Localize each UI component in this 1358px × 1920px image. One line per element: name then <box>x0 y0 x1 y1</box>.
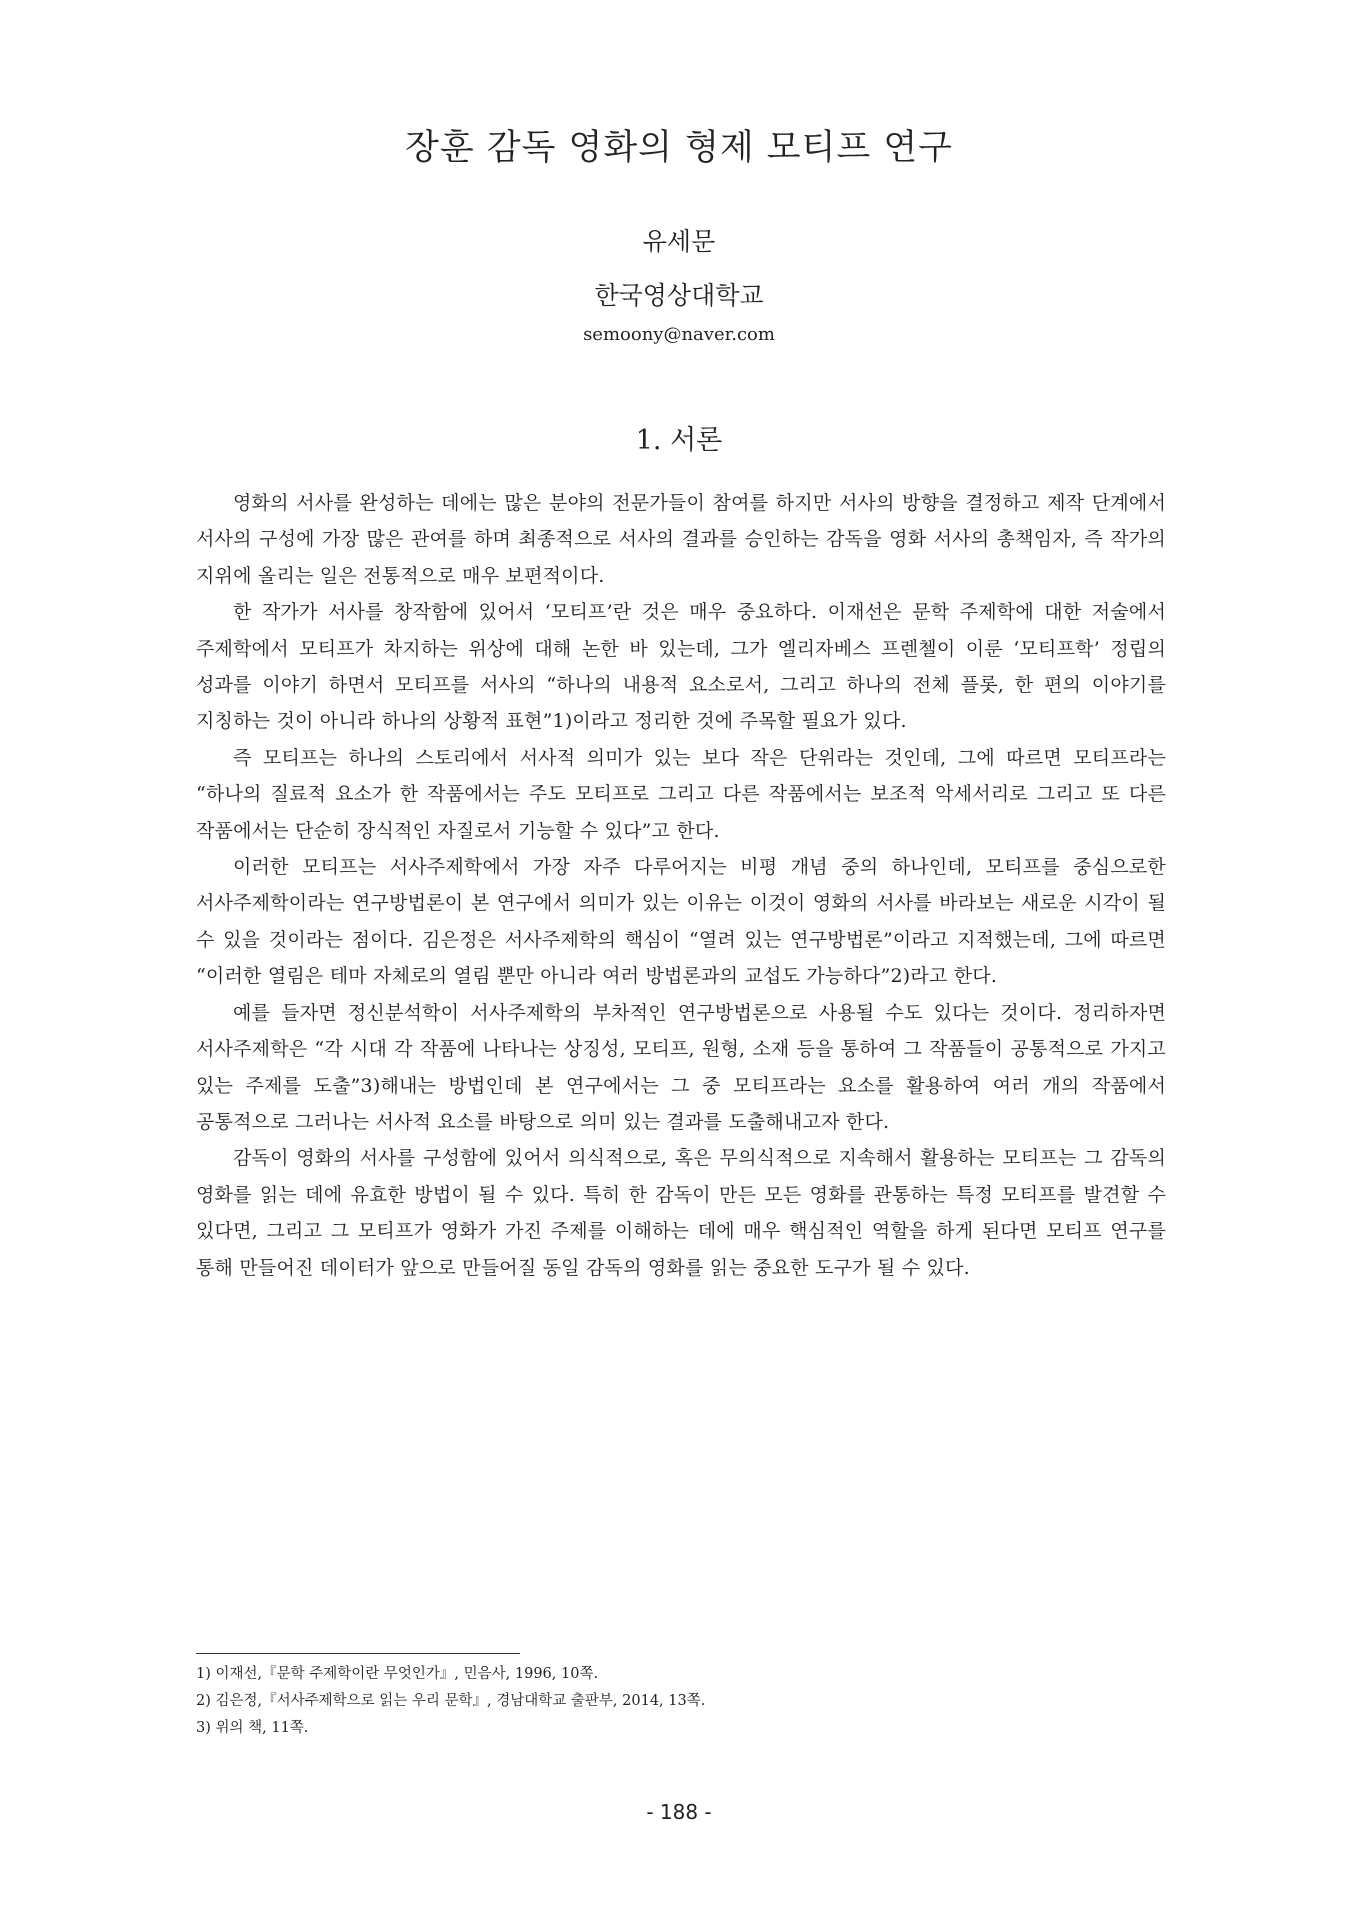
footnote-3: 3) 위의 책, 11쪽. <box>196 1720 309 1736</box>
author-affiliation: 한국영상대학교 <box>594 281 764 310</box>
paper-title: 장훈 감독 영화의 형제 모티프 연구 <box>405 128 953 168</box>
paragraph-2: 한 작가가 서사를 창작함에 있어서 ‘모티프’란 것은 매우 중요하다. 이재선은 문학 주제학에 대한 저술에서 주제학에서 모티프가 차지하는 위상에 대해 논한 바 있는데, 그가 엘리자베스 프렌첼이 이룬 ‘모티프학’ 정립의 성과를 이야기 하면서 모티프를 서사의 “하나의 내용적 요소로서, 그리고 하나의 전체 플롯, 한 편의 이야기를 지칭하는 것이 아니라 하나의 상황적 표현”1)이라고 정리한 것에 주목할 필요가 있다. <box>196 601 1166 733</box>
footnote-1: 1) 이재선,『문학 주제학이란 무엇인가』, 민음사, 1996, 10쪽. <box>196 1666 599 1682</box>
author-email: semoony@naver.com <box>583 324 775 345</box>
author-name: 유세문 <box>642 227 716 256</box>
footnotes <box>196 1661 1166 1742</box>
paragraph-3: 즉 모티프는 하나의 스토리에서 서사적 의미가 있는 보다 작은 단위라는 것인데, 그에 따르면 모티프라는 “하나의 질료적 요소가 한 작품에서는 주도 모티프로 그리고 다른 작품에서는 보조적 악세서리로 그리고 또 다른 작품에서는 단순히 장식적인 자질로서 기능할 수 있다”고 한다. <box>196 746 1166 842</box>
footnote-2: 2) 김은정,『서사주제학으로 읽는 우리 문학』, 경남대학교 출판부, 2014, 13쪽. <box>196 1693 706 1709</box>
page-number: - 188 - <box>646 1800 712 1824</box>
footnote-divider <box>196 1653 520 1654</box>
paragraph-4: 이러한 모티프는 서사주제학에서 가장 자주 다루어지는 비평 개념 중의 하나인데, 모티프를 중심으로한 서사주제학이라는 연구방법론이 본 연구에서 의미가 있는 이유는 이것이 영화의 서사를 바라보는 새로운 시각이 될 수 있을 것이라는 점이다. 김은정은 서사주제학의 핵심이 “열려 있는 연구방법론”이라고 지적했는데, 그에 따르면 “이러한 열림은 테마 자체로의 열림 뿐만 아니라 여러 방법론과의 교섭도 가능하다”2)라고 한다. <box>196 856 1166 988</box>
paragraph-1: 영화의 서사를 완성하는 데에는 많은 분야의 전문가들이 참여를 하지만 서사의 방향을 결정하고 제작 단계에서 서사의 구성에 가장 많은 관여를 하며 최종적으로 서사의 결과를 승인하는 감독을 영화 서사의 총책임자, 즉 작가의 지위에 올리는 일은 전통적으로 매우 보편적이다. <box>196 492 1166 587</box>
paragraph-6: 감독이 영화의 서사를 구성함에 있어서 의식적으로, 혹은 무의식적으로 지속해서 활용하는 모티프는 그 감독의 영화를 읽는 데에 유효한 방법이 될 수 있다. 특히 한 감독이 만든 모든 영화를 관통하는 특정 모티프를 발견할 수 있다면, 그리고 그 모티프가 영화가 가진 주제를 이해하는 데에 매우 핵심적인 역할을 하게 된다면 모티프 연구를 통해 만들어진 데이터가 앞으로 만들어질 동일 감독의 영화를 읽는 중요한 도구가 될 수 있다. <box>196 1147 1166 1279</box>
body-text <box>196 485 1166 1286</box>
paragraph-5: 예를 들자면 정신분석학이 서사주제학의 부차적인 연구방법론으로 사용될 수도 있다는 것이다. 정리하자면 서사주제학은 “각 시대 각 작품에 나타나는 상징성, 모티프, 원형, 소재 등을 통하여 그 작품들이 공통적으로 가지고 있는 주제를 도출”3)해내는 방법인데 본 연구에서는 그 중 모티프라는 요소를 활용하여 여러 개의 작품에서 공통적으로 그러나는 서사적 요소를 바탕으로 의미 있는 결과를 도출해내고자 한다. <box>196 1001 1166 1133</box>
section-heading-introduction: 1. 서론 <box>635 425 723 456</box>
